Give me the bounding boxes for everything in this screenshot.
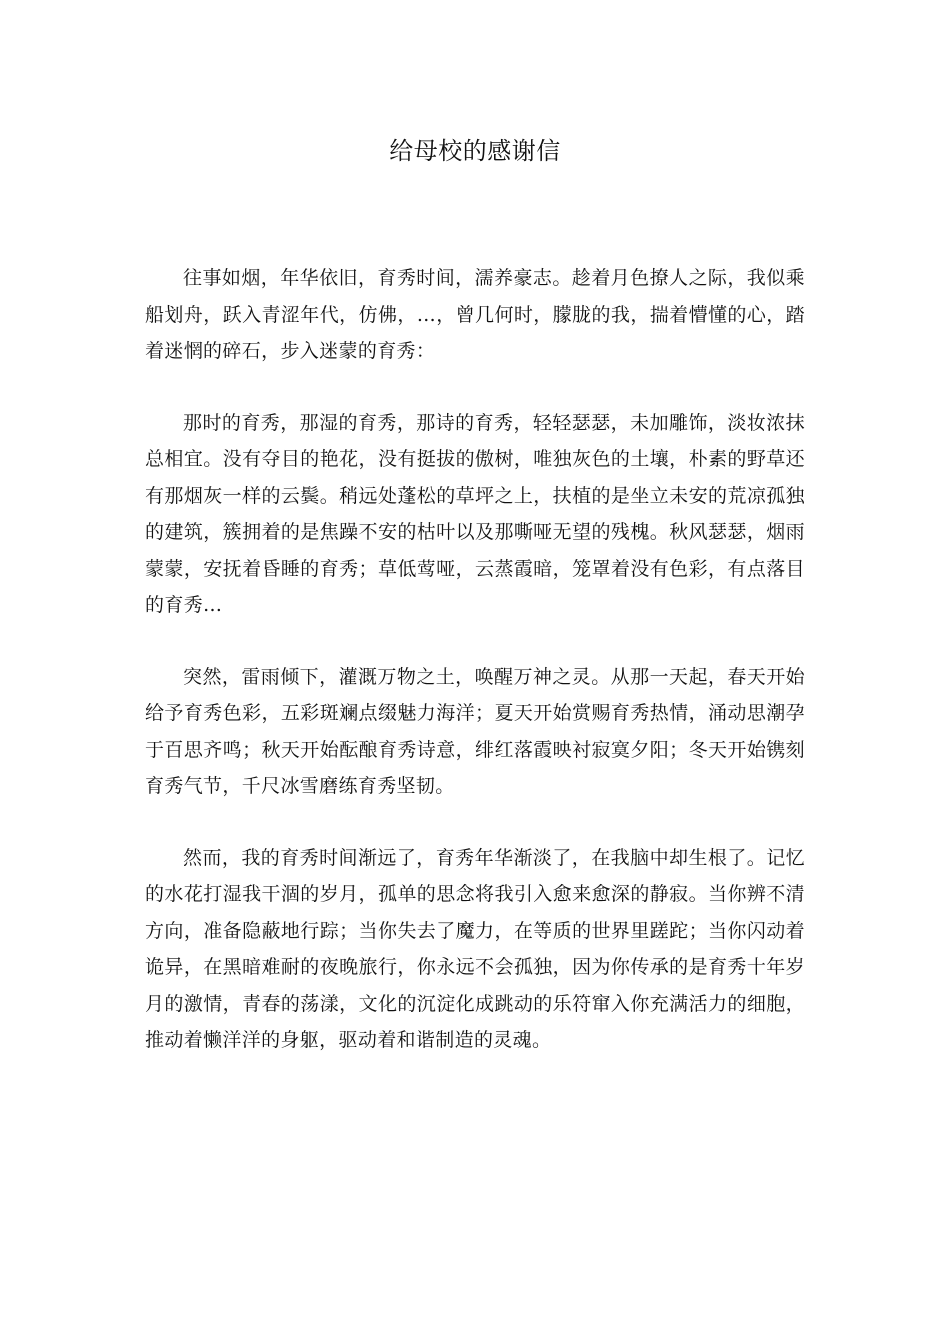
paragraph-1: 往事如烟，年华依旧，育秀时间，濡养豪志。趁着月色撩人之际，我似乘船划舟，跃入青涩年代，仿佛，…，曾几何时，朦胧的我，揣着懵懂的心，踏着迷惘的碎石，步入迷蒙的育秀：	[145, 267, 805, 362]
paragraph-4: 然而，我的育秀时间渐远了，育秀年华渐淡了，在我脑中却生根了。记忆的水花打湿我干涸的岁月，孤单的思念将我引入愈来愈深的静寂。当你辨不清方向，准备隐蔽地行踪；当你失去了魔力，在等质的世界里蹉跎；当你闪动着诡异，在黑暗难耐的夜晚旅行，你永远不会孤独，因为你传承的是育秀十年岁月的激情，青春的荡漾，文化的沉淀化成跳动的乐符窜入你充满活力的细胞，推动着懒洋洋的身躯，驱动着和谐制造的灵魂。	[145, 846, 805, 1051]
document-title: 给母校的感谢信	[389, 137, 561, 165]
letter-body	[145, 260, 805, 1094]
paragraph-3: 突然，雷雨倾下，灌溉万物之土，唤醒万神之灵。从那一天起，春天开始给予育秀色彩，五彩斑斓点缀魅力海洋；夏天开始赏赐育秀热情，涌动思潮孕于百思齐鸣；秋天开始酝酿育秀诗意，绯红落霞映衬寂寞夕阳；冬天开始镌刻育秀气节，千尺冰雪磨练育秀坚韧。	[145, 665, 805, 797]
paragraph-2: 那时的育秀，那湿的育秀，那诗的育秀，轻轻瑟瑟，未加雕饰，淡妆浓抹总相宜。没有夺目的艳花，没有挺拔的傲树，唯独灰色的土壤，朴素的野草还有那烟灰一样的云鬓。稍远处蓬松的草坪之上，扶植的是坐立未安的荒凉孤独的建筑，簇拥着的是焦躁不安的枯叶以及那嘶哑无望的残槐。秋风瑟瑟，烟雨蒙蒙，安抚着昏睡的育秀；草低莺哑，云蒸霞暗，笼罩着没有色彩，有点落目的育秀…	[145, 411, 805, 616]
